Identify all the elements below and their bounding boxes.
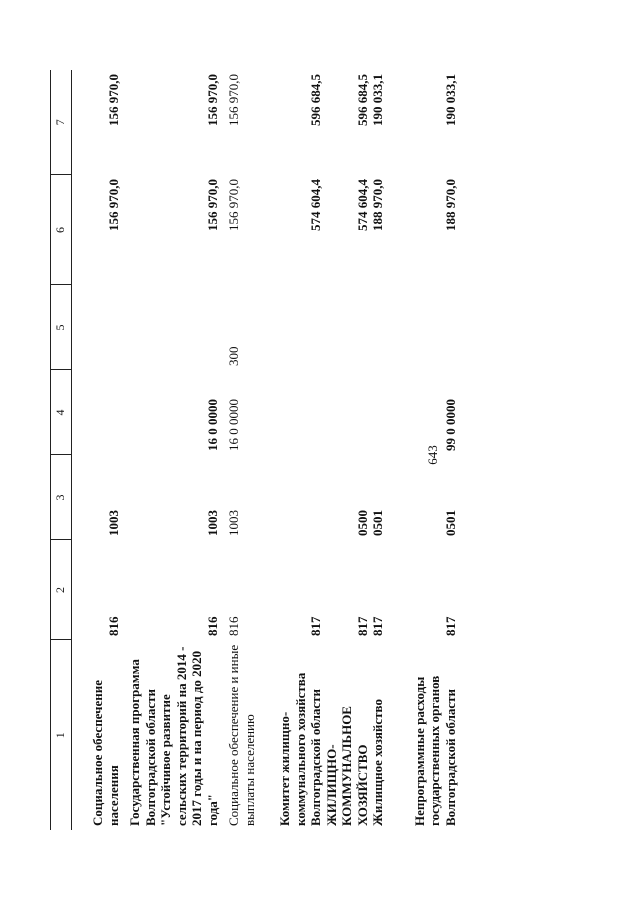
cell-c3: 1003: [105, 510, 121, 536]
cell-c4: [257, 370, 324, 455]
col-header: 6: [51, 175, 72, 285]
col-header: 2: [51, 540, 72, 640]
table-row: [72, 70, 122, 830]
cell-c2: 816: [226, 616, 241, 636]
cell-c3: 1003: [204, 510, 220, 536]
cell-c5: [72, 285, 122, 370]
row-name: Комитет жилищно-коммунального хозяйства Волгоградской области: [277, 672, 323, 826]
row-name: Государственная программа Волгоградской области "Устойчивое развитие сельских территорий на 2014 - 2017 годы и на период до 2020 года": [127, 646, 220, 826]
page-number: 643: [425, 445, 440, 465]
cell-c5: 300: [226, 346, 241, 366]
cell-c7: 156 970,0: [105, 74, 121, 126]
col-header: 1: [51, 640, 72, 830]
cell-c4: 99 0 0000: [442, 399, 458, 451]
budget-table: [50, 70, 458, 830]
table-row: [370, 70, 386, 830]
rotated-page: [50, 70, 590, 830]
col-header: 5: [51, 285, 72, 370]
table-row: [121, 70, 220, 830]
cell-c4: 16 0 0000: [226, 399, 241, 451]
col-header: 7: [51, 70, 72, 175]
row-name: Непрограммные расходы государственных органов Волгоградской области: [411, 675, 458, 826]
cell-c5: [121, 285, 220, 370]
table-header-row: [51, 70, 72, 830]
cell-c7: 190 033,1: [370, 74, 385, 126]
cell-c3: 1003: [226, 510, 241, 536]
cell-c3: 0500: [354, 510, 370, 536]
cell-c7: 596 684,5: [308, 74, 323, 126]
cell-c2: 817: [442, 616, 458, 636]
cell-c2: 816: [204, 616, 220, 636]
cell-c7: 156 970,0: [204, 74, 220, 126]
table-row: [220, 70, 257, 830]
cell-c2: 817: [308, 616, 323, 636]
cell-c5: [324, 285, 371, 370]
cell-c5: [386, 285, 459, 370]
cell-c5: [370, 285, 386, 370]
cell-c2: 817: [370, 616, 385, 636]
cell-c3: 0501: [442, 510, 458, 536]
cell-c6: 188 970,0: [370, 179, 385, 231]
table-row: [386, 70, 459, 830]
col-header: 3: [51, 455, 72, 540]
cell-c6: 156 970,0: [226, 179, 241, 231]
cell-c2: 817: [354, 616, 370, 636]
cell-c4: [324, 370, 371, 455]
row-name: Жилищное хозяйство: [370, 699, 385, 826]
cell-c5: [257, 285, 324, 370]
cell-c4: 16 0 0000: [204, 399, 220, 451]
cell-c7: 156 970,0: [226, 74, 241, 126]
cell-c4: [370, 370, 386, 455]
row-name: Социальное обеспечение населения: [90, 680, 121, 826]
cell-c6: 574 604,4: [354, 179, 370, 231]
row-name: Социальное обеспечение и иные выплаты населению: [226, 644, 257, 826]
col-header: 4: [51, 370, 72, 455]
cell-c6: 156 970,0: [105, 179, 121, 231]
cell-c3: 0501: [370, 510, 385, 536]
cell-c4: [72, 370, 122, 455]
table-row: [257, 70, 324, 830]
row-name: ЖИЛИЩНО-КОММУНАЛЬНОЕ ХОЗЯЙСТВО: [323, 706, 370, 826]
cell-c2: 816: [105, 616, 121, 636]
cell-c6: 188 970,0: [442, 179, 458, 231]
cell-c7: 190 033,1: [442, 74, 458, 126]
cell-c6: 156 970,0: [204, 179, 220, 231]
cell-c7: 596 684,5: [354, 74, 370, 126]
cell-c6: 574 604,4: [308, 179, 323, 231]
cell-c3: [257, 455, 324, 540]
table-row: [324, 70, 371, 830]
